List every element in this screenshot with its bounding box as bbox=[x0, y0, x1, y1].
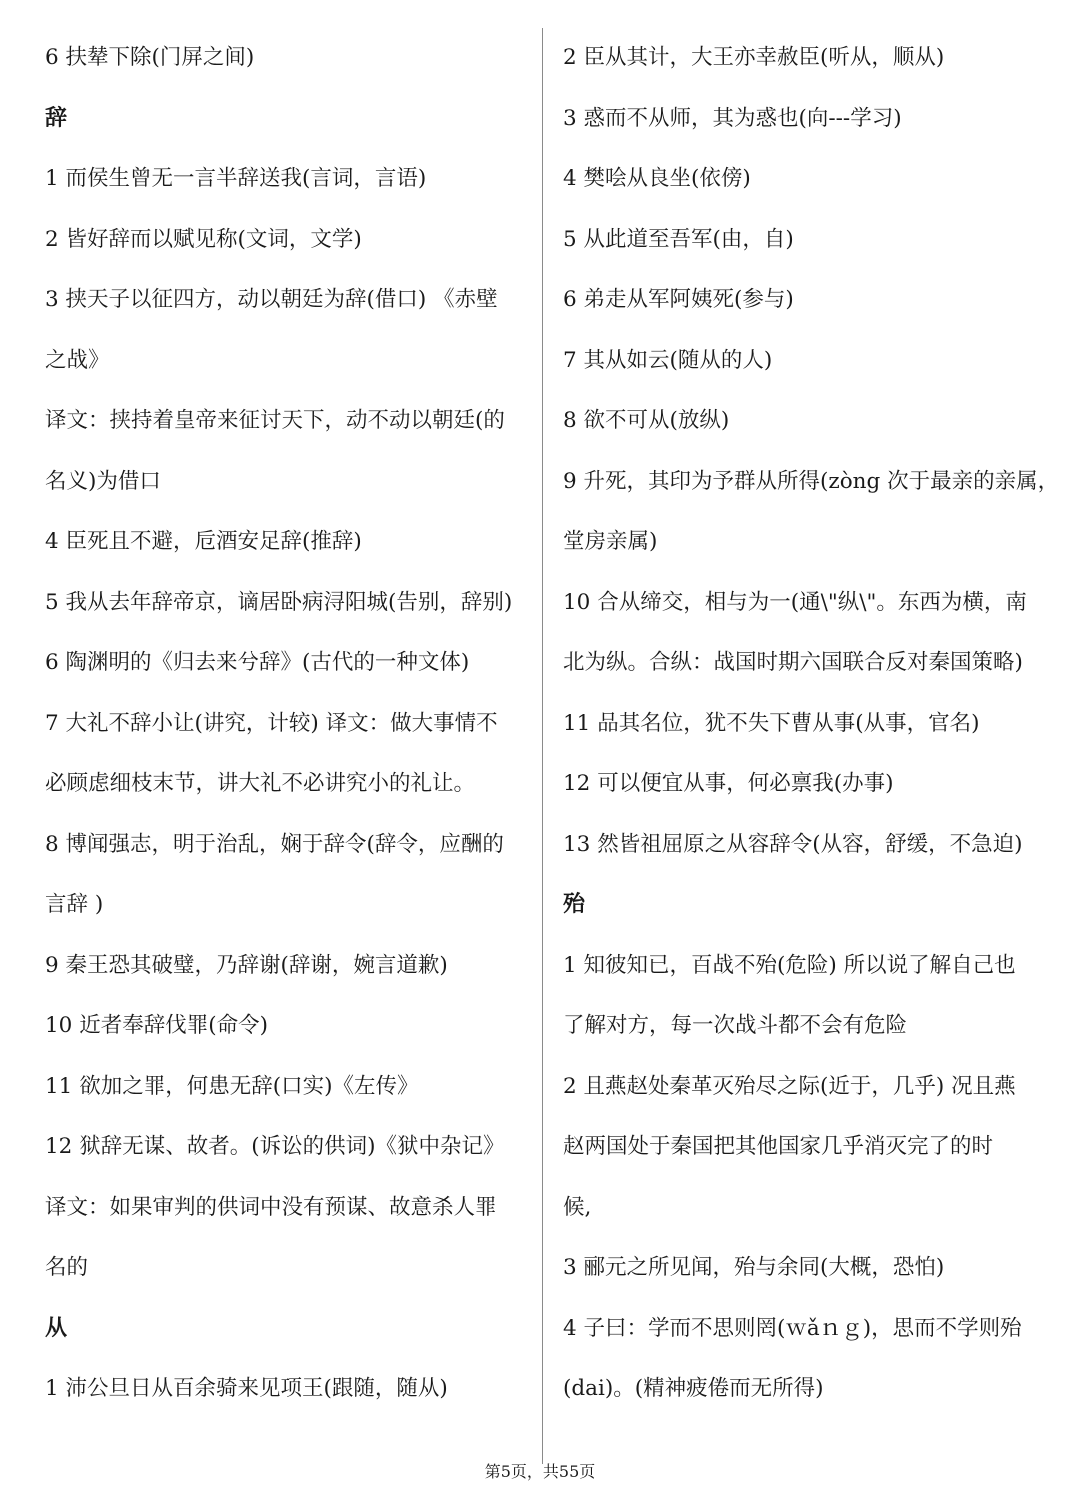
text-line: 4 樊哙从良坐(依傍) bbox=[563, 166, 751, 191]
text-line: 10 合从缔交，相与为一(通\"纵\"。东西为横，南 bbox=[563, 589, 1027, 615]
text-line: 6 陶渊明的《归去来兮辞》(古代的一种文体) bbox=[45, 650, 470, 675]
text-line: 7 大礼不辞小让(讲究，计较) 译文：做大事情不 bbox=[45, 710, 498, 736]
text-line: 北为纵。合纵：战国时期六国联合反对秦国策略) bbox=[563, 650, 1023, 675]
text-line: 译文：挟持着皇帝来征讨天下，动不动以朝廷(的 bbox=[45, 408, 505, 433]
right-column bbox=[563, 28, 1058, 1420]
text-line: 2 臣从其计，大王亦幸赦臣(听从，顺从) bbox=[563, 45, 945, 70]
text-line: 1 知彼知已，百战不殆(危险) 所以说了解自己也 bbox=[563, 952, 1016, 978]
text-line: 2 且燕赵处秦革灭殆尽之际(近于，几乎) 况且燕 bbox=[563, 1073, 1016, 1099]
entry-heading: 殆 bbox=[563, 892, 586, 917]
text-line: 5 我从去年辞帝京，谪居卧病浔阳城(告别，辞别) bbox=[45, 589, 513, 615]
text-line: 1 沛公旦日从百余骑来见项王(跟随，随从) bbox=[45, 1376, 448, 1401]
text-line: 之战》 bbox=[45, 347, 110, 373]
text-line: 2 皆好辞而以赋见称(文词，文学) bbox=[45, 226, 362, 252]
text-line: 必顾虑细枝末节，讲大礼不必讲究小的礼让。 bbox=[45, 771, 476, 796]
entry-heading: 辞 bbox=[45, 105, 68, 131]
text-line: 13 然皆祖屈原之从容辞令(从容，舒缓，不急迫) bbox=[563, 831, 1023, 857]
text-line: 名的 bbox=[45, 1255, 89, 1280]
text-line: 3 惑而不从师，其为惑也(向---学习) bbox=[563, 105, 902, 131]
text-line: 译文：如果审判的供词中没有预谋、故意杀人罪 bbox=[45, 1194, 497, 1220]
text-line: 4 臣死且不避，卮酒安足辞(推辞) bbox=[45, 529, 362, 554]
text-line: 7 其从如云(随从的人) bbox=[563, 347, 773, 373]
text-line: 4 子曰：学而不思则罔(ｗǎｎｇ)，思而不学则殆 bbox=[563, 1315, 1022, 1341]
text-line: 12 狱辞无谋、故者。(诉讼的供词)《狱中杂记》 bbox=[45, 1134, 505, 1159]
text-line: 11 欲加之罪，何患无辞(口实)《左传》 bbox=[45, 1073, 419, 1099]
text-line: (dai)。(精神疲倦而无所得) bbox=[563, 1376, 824, 1401]
text-line: 3 挟天子以征四方，动以朝廷为辞(借口) 《赤壁 bbox=[45, 287, 498, 312]
text-line: 8 博闻强志，明于治乱，娴于辞令(辞令，应酬的 bbox=[45, 831, 504, 857]
text-line: 11 品其名位，犹不失下曹从事(从事，官名) bbox=[563, 710, 980, 736]
entry-heading: 从 bbox=[45, 1315, 68, 1341]
text-line: 6 扶辇下除(门屏之间) bbox=[45, 45, 255, 70]
left-column bbox=[45, 28, 527, 1420]
text-line: 10 近者奉辞伐罪(命令) bbox=[45, 1013, 268, 1038]
page-footer: 第5页，共55页 bbox=[484, 1462, 596, 1481]
text-line: 8 欲不可从(放纵) bbox=[563, 408, 730, 433]
text-line: 言辞 ) bbox=[45, 892, 104, 917]
text-line: 9 升死，其印为予群从所得(zòng 次于最亲的亲属， bbox=[563, 468, 1060, 494]
text-line: 候, bbox=[563, 1194, 592, 1220]
text-line: 3 郦元之所见闻，殆与余同(大概，恐怕) bbox=[563, 1255, 945, 1280]
column-divider bbox=[542, 28, 543, 1464]
text-line: 9 秦王恐其破璧，乃辞谢(辞谢，婉言道歉) bbox=[45, 952, 448, 978]
text-line: 名义)为借口 bbox=[45, 468, 161, 494]
text-line: 1 而侯生曾无一言半辞送我(言词，言语) bbox=[45, 166, 427, 191]
text-line: 赵两国处于秦国把其他国家几乎消灭完了的时 bbox=[563, 1134, 994, 1159]
text-line: 12 可以便宜从事，何必禀我(办事) bbox=[563, 771, 894, 796]
text-line: 了解对方，每一次战斗都不会有危险 bbox=[563, 1013, 908, 1038]
text-line: 堂房亲属) bbox=[563, 529, 658, 554]
text-line: 6 弟走从军阿姨死(参与) bbox=[563, 287, 794, 312]
text-line: 5 从此道至吾军(由，自) bbox=[563, 226, 794, 252]
